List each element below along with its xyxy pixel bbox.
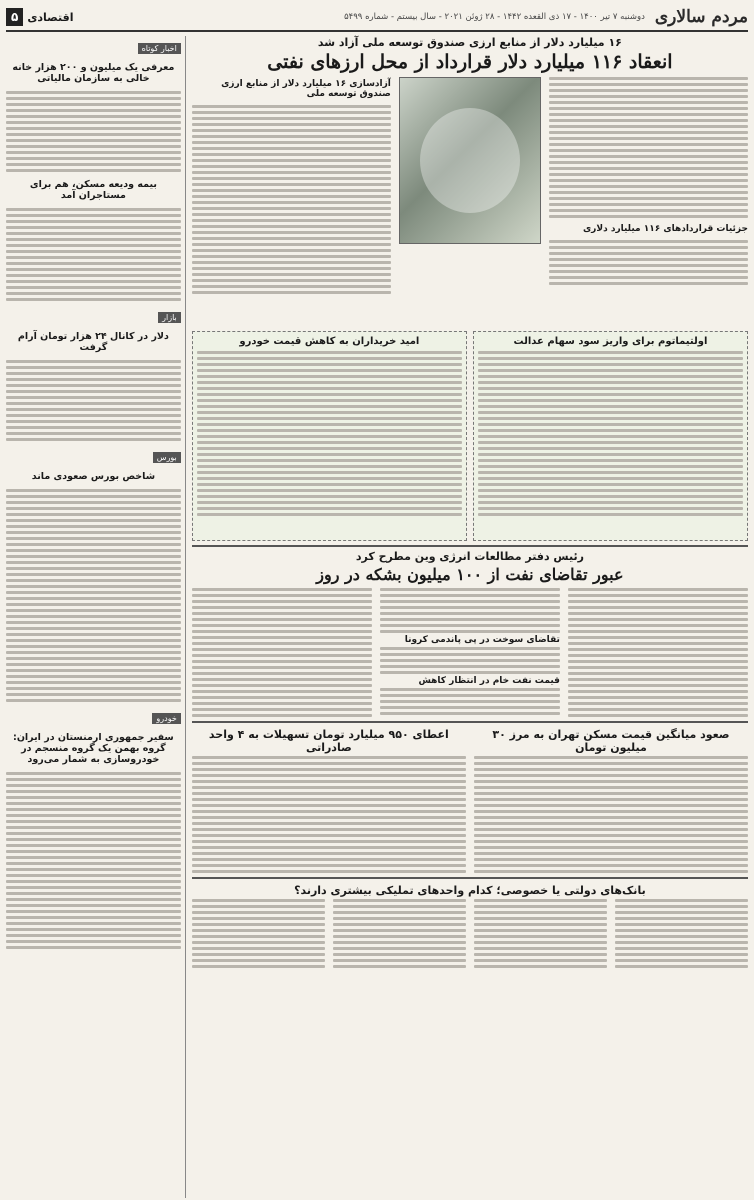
lead-headline: انعقاد ۱۱۶ میلیارد دلار قرارداد از محل ارزهای نفتی [267,51,673,73]
dollar-banknotes-photo [399,77,541,244]
box-title-1: اولتیماتوم برای واریز سود سهام عدالت [513,336,708,347]
banks-title: بانک‌های دولتی یا خصوصی؛ کدام واحدهای تملیکی بیشتری دارند؟ [294,884,646,897]
section-header [6,8,74,26]
sidebar-label-auto: خودرو [152,713,180,724]
lead-subhead-1: آزادسازی ۱۶ میلیارد دلار از منابع ارزی صندوق توسعه ملی [221,79,391,99]
oil-subhead-2: قیمت نفت خام در انتظار کاهش [418,676,560,686]
sidebar-title-armenia: سفیر جمهوری ارمنستان در ایران: گروه بهمن یک گروه منسجم در خودروسازی به شمار می‌رود [13,732,174,765]
sidebar-title-empty-houses: معرفی یک میلیون و ۲۰۰ هزار خانه خالی به سازمان مالیاتی [12,62,175,84]
section-name: اقتصادی [27,10,74,24]
sidebar-title-bourse: شاخص بورس صعودی ماند [31,471,156,482]
sidebar-title-deposit-insurance: بیمه ودیعه مسکن، هم برای مستاجران آمد [29,179,157,201]
oil-headline: عبور تقاضای نفت از ۱۰۰ میلیون بشکه در روز [316,565,624,584]
page-number: ۵ [6,8,23,26]
boxed-articles [192,331,748,541]
news-sidebar [6,36,186,1198]
oil-demand-article [192,545,748,717]
box-article-equity-dividends [473,331,748,541]
sidebar-title-dollar: دلار در کانال ۲۴ هزار تومان آرام گرفت [17,331,169,353]
housing-article [474,726,748,873]
lead-body [549,77,748,218]
lead-column-2 [192,77,391,327]
oil-subhead-1: تقاضای سوخت در پی پاندمی کرونا [404,635,560,645]
sidebar-label-bourse: بورس [153,452,181,463]
box-article-car-prices [192,331,467,541]
banks-article [192,877,748,968]
sidebar-label-short-news: اخبار کوتاه [138,43,181,54]
newspaper-logo: مردم سالاری [654,7,748,27]
lead-article [192,36,748,327]
sidebar-label-market: بازار [158,312,181,323]
issue-date: دوشنبه ۷ تیر ۱۴۰۰ - ۱۷ ذی القعده ۱۴۴۲ - ۲۸ ژوئن ۲۰۲۱ - سال بیستم - شماره ۵۴۹۹ [344,12,645,22]
housing-title: صعود میانگین قیمت مسکن تهران به مرز ۳۰ میلیون تومان [492,728,730,754]
masthead [6,4,748,32]
oil-kicker: رئیس دفتر مطالعات انرژی وین مطرح کرد [355,550,584,563]
loans-title: اعطای ۹۵۰ میلیارد تومان تسهیلات به ۴ واحد صادراتی [208,728,449,754]
lead-column-1 [549,77,748,327]
housing-and-loans [192,721,748,873]
box-title-2: امید خریداران به کاهش قیمت خودرو [239,336,420,347]
lead-subhead-2: جزئیات قراردادهای ۱۱۶ میلیارد دلاری [582,224,748,234]
main-content [192,36,748,1198]
loans-article [192,726,466,873]
lead-kicker: ۱۶ میلیارد دلار از منابع ارزی صندوق توسعه ملی آزاد شد [317,36,622,49]
